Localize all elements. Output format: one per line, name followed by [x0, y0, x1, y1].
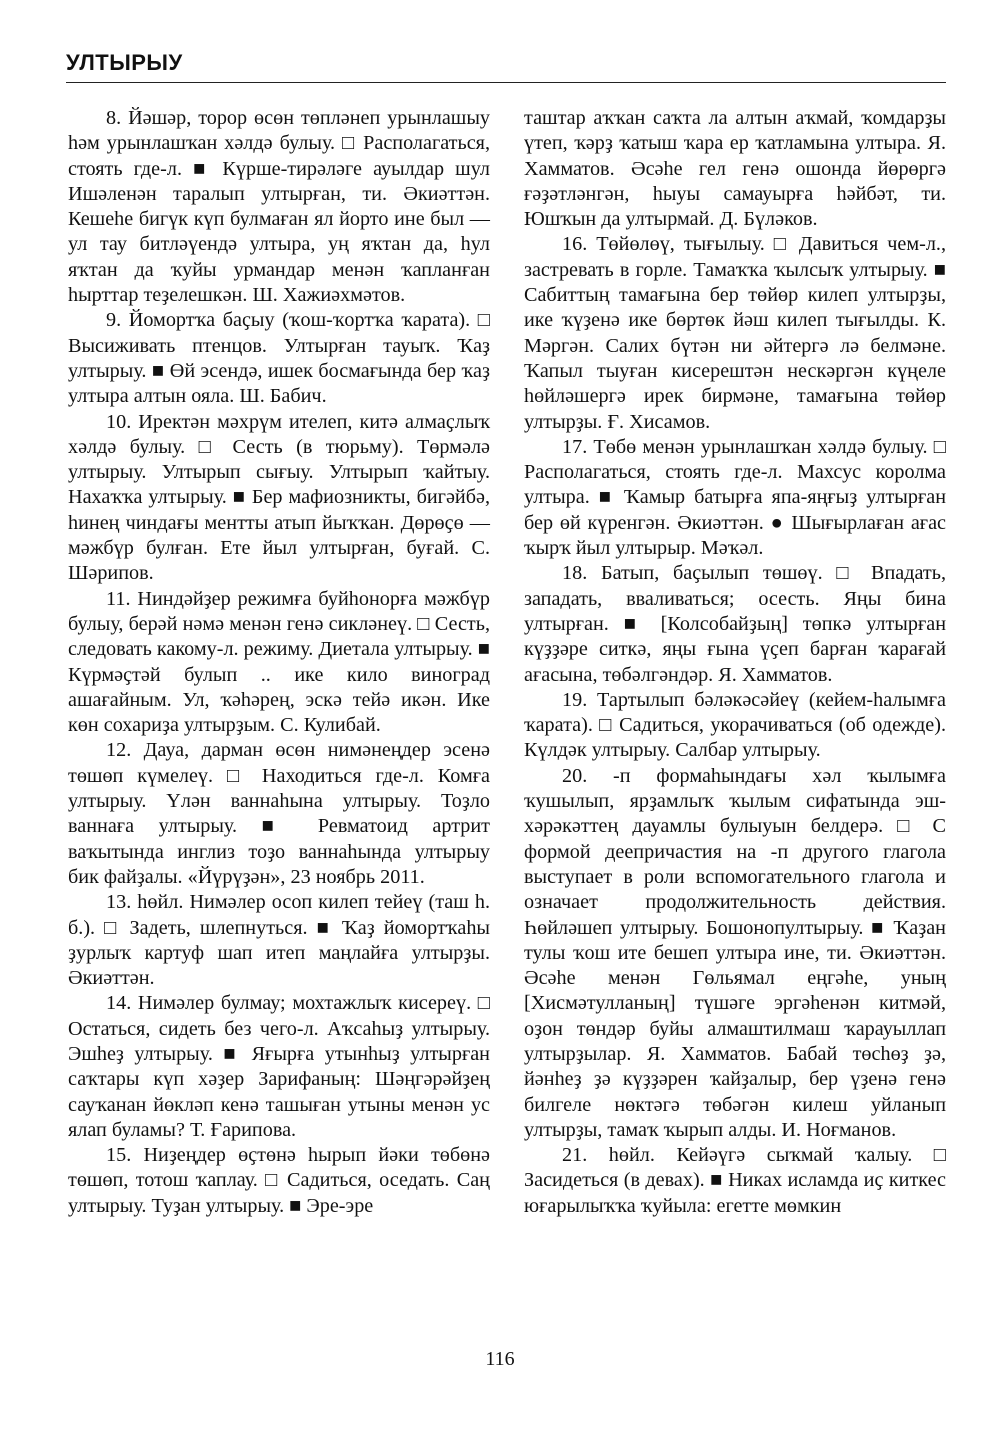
running-head: УЛТЫРЫУ: [66, 50, 183, 75]
entry-20: 20. -п формаһындағы хәл ҡылымға ҡушылып, ярҙамлыҡ ҡылым сифатында эш-хәрәкәттең дауамлы булыуын белдерә. □ С формой деепричастия на -п другого глагола выступает в роли вспомогательного глагола и означает продолжительность действия. Һөйләшеп ултырыу. Бошонопултырыу. ■ Ҡаҙан тулы ҡош ите бешеп ултыра ине, ти. Әкиәттән. Әсәһе менән Гөльямал еңгәһе, уның [Хисмәтулланың] түшәге эргәһенән китмәй, оҙон төндәр буйы алмаштилмаш ҡарауыллап ултырҙылар. Я. Хамматов. Бабай төсһөҙ ҙә, йәнһеҙ ҙә күҙҙәрен ҡайҙалыр, бер үҙенә генә билгеле нөктәгә төбәгән килеш уйланып ултырҙы, тамаҡ ҡырып алды. И. Ноғманов.: [524, 764, 946, 1141]
entry-8: 8. Йәшәр, торор өсөн төпләнеп урынлашыу һәм урынлашҡан хәлдә булыу. □ Располагаться, стоять где-л. ■ Күрше-тирәләге ауылдар шул Ишәленән таралып ултырған, ти. Әкиәттән. Кешеһе бигүк күп булмаған ял йорто ине был — ул тау битләүендә ултыра, уң яҡтан да, һул яҡтан да ҡуйы урмандар менән ҡапланған һырттар теҙелешкән. Ш. Хажиәхмәтов.: [68, 107, 490, 307]
entry-19: 19. Тартылып бәләкәсәйеү (кейем-һалымға ҡарата). □ Садиться, укорачиваться (об одежде). Күлдәк ултырыу. Салбар ултырыу.: [524, 688, 946, 762]
entry-17: 17. Төбө менән урынлашҡан хәлдә булыу. □ Располагаться, стоять где-л. Махсус королма ултыра. ■ Ҡамыр батырға япа-яңғыҙ ултырған бер өй күренгән. Әкиәттән. ● Шығырлаған ағас ҡырҡ йыл ултырыр. Мәҡәл.: [524, 435, 946, 560]
entry-16: 16. Төйөлөү, тығылыу. □ Давиться чем-л., застревать в горле. Тамаҡҡа ҡылсыҡ ултырыу. ■ Сабиттың тамағына бер төйөр килеп ултырҙы, ике ҡүҙенә ике бөртөк йәш килеп тығылды. К. Мәргән. Салих бүтән ни әйтергә лә белмәне. Ҡапыл тыуған кисерештән нескәргән күңеле һөйләшергә ирек бирмәне, тамағына төйөр ултырҙы. Ғ. Хисамов.: [524, 233, 946, 433]
page-number: 116: [485, 1348, 515, 1370]
entry-12: 12. Дауа, дарман өсөн нимәнеңдер эсенә төшөп күмелеү. □ Находиться где-л. Комға ултырыу. Үлән ваннаһына ултырыу. Тоҙло ваннаға ултырыу. ■ Ревматоид артрит ваҡытында инглиз тоҙо ваннаһында ултырыу бик файҙалы. «Йүрүҙән», 23 ноябрь 2011.: [68, 739, 490, 888]
left-column: [68, 106, 490, 1219]
entry-11: 11. Ниндәйҙер режимға буйһонорға мәжбүр булыу, берәй нәмә менән генә сикләнеү. □ Сесть, следовать какому-л. режиму. Диетала ултырыу. ■ Күрмәҫтәй булып .. ике кило виноград ашағайным. Ул, ҡәһәрең, эскә тейә икән. Ике көн сохариҙа ултырҙым. С. Кулибай.: [68, 587, 490, 737]
entry-14: 14. Нимәлер булмау; мохтажлыҡ кисереү. □ Остаться, сидеть без чего-л. Аҡсаһыҙ ултырыу. Эшһеҙ ултырыу. ■ Яғырға утынһыҙ ултырған саҡтары күп хәҙер Зарифаның: Шәңгәрәйҙең сауҡанан йөкләп кенә ташыған утыны менән ус ялап буламы? Т. Ғарипова.: [68, 992, 490, 1141]
header-rule: [66, 82, 946, 83]
entry-10: 10. Иректән мәхрүм ителеп, китә алмаҫлыҡ хәлдә булыу. □ Сесть (в тюрьму). Төрмәлә ултырыу. Ултырып сығыу. Ултырып ҡайтыу. Нахаҡҡа ултырыу. ■ Бер мафиозникты, бигәйбә, һинең чиндағы ментты атып йыҡҡан. Дөрөҫө — мәжбүр булған. Ете йыл ултырған, буғай. С. Шәрипов.: [68, 410, 490, 585]
entry-9: 9. Йомортҡа баҫыу (ҡош-ҡортҡа ҡарата). □ Высиживать птенцов. Ултырған тауыҡ. Ҡаҙ ултырыу. ■ Өй эсендә, ишек босмағында бер ҡаҙ ултыра алтын ояла. Ш. Бабич.: [68, 309, 490, 408]
right-column: [524, 106, 946, 1219]
entry-15-continuation: таштар аҡҡан саҡта ла алтын аҡмай, ҡомдарҙы үтеп, ҡәрҙ ҡатыш ҡара ер ҡатламына ултыра. Я. Хамматов. Әсәһе гел генә ошонда йөрөргә ғәҙәтләнгән, һыуы самауырға һәйбәт, ти. Юшҡын да ултырмай. Д. Бүләков.: [524, 107, 946, 231]
entry-18: 18. Батып, баҫылып төшөү. □ Впадать, западать, вваливаться; осесть. Яңы бина ултырған. ■ [Колсобайҙың] төпкә ултырған күҙҙәре ситкә, яңы ғына үҫеп барған ҡарағай ағасына, төбәлгәндәр. Я. Хамматов.: [524, 562, 946, 686]
entry-21: 21. һөйл. Кейәүгә сыҡмай ҡалыу. □ Засидеться (в девах). ■ Никах исламда иҫ киткес юғарылыҡҡа ҡуйыла: егетте мөмкин: [524, 1144, 946, 1217]
entry-13: 13. һөйл. Нимәлер осоп килеп тейеү (таш һ. б.). □ Задеть, шлепнуться. ■ Ҡаҙ йомортҡаһы ҙурлыҡ картуф шап итеп маңлайға ултырҙы. Әкиәттән.: [68, 891, 490, 990]
entry-15: 15. Ниҙеңдер өҫтөнә һырып йәки төбөнә төшөп, тотош ҡаплау. □ Садиться, оседать. Саң ултырыу. Туҙан ултырыу. ■ Эре-эре: [68, 1144, 490, 1217]
